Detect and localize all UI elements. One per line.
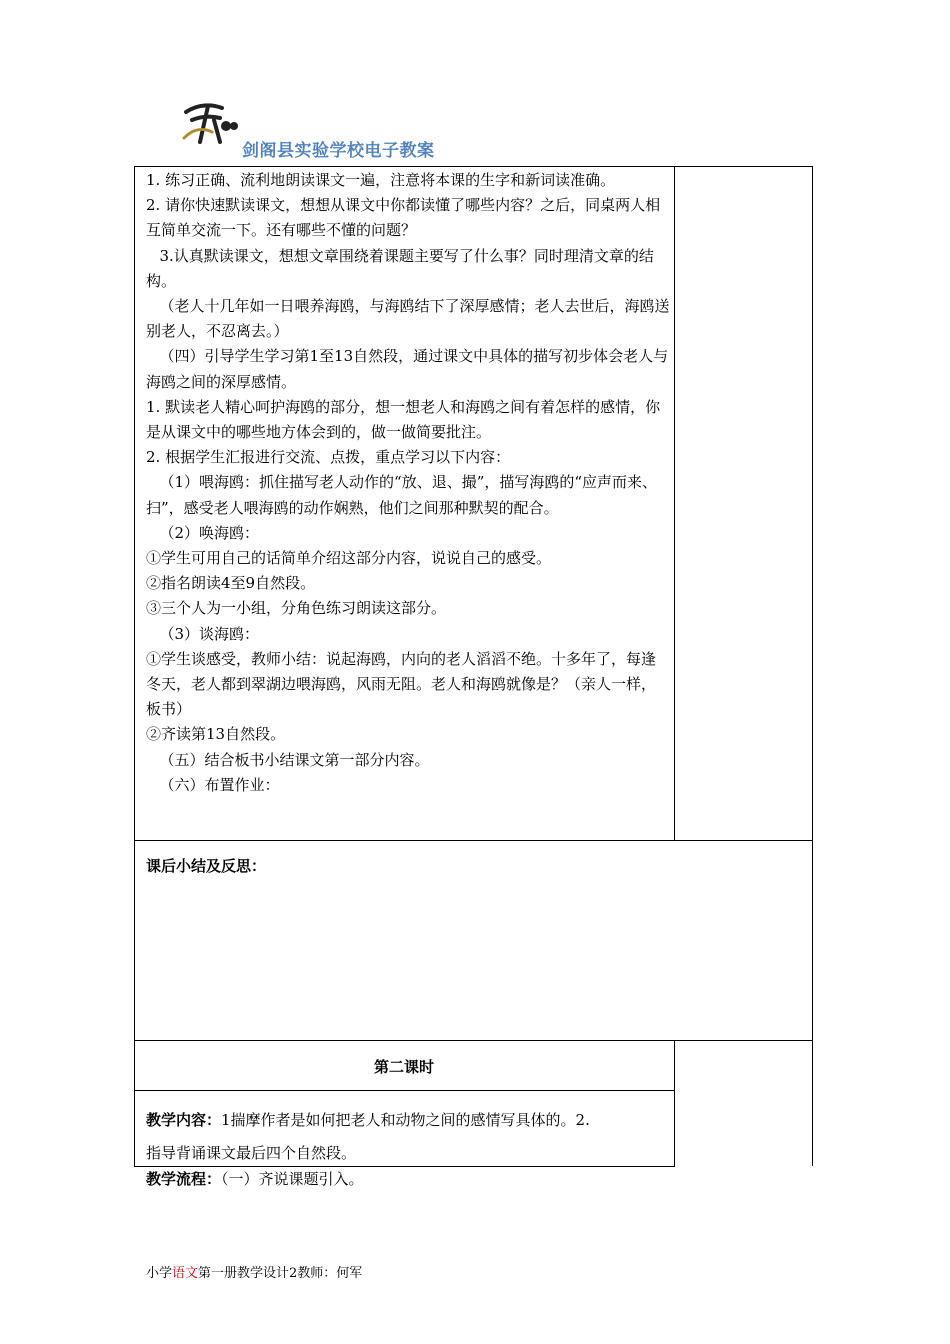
table-row-divider — [134, 1090, 675, 1091]
summary-label: 课后小结及反思： — [146, 857, 267, 875]
teaching-content-text: 1揣摩作者是如何把老人和动物之间的感情写具体的。2. — [221, 1111, 590, 1129]
table-column-divider — [674, 166, 675, 840]
footer-text: 小学 — [146, 1266, 173, 1281]
lesson-paragraph: （老人十几年如一日喂养海鸥，与海鸥结下了深厚感情；老人去世后，海鸥送别老人，不忍离去。） — [146, 297, 670, 341]
lesson-paragraph: ②指名朗读4至9自然段。 — [146, 574, 316, 593]
page-footer — [146, 1262, 362, 1281]
lesson-paragraph: （五）结合板书小结课文第一部分内容。 — [159, 750, 430, 769]
footer-subject: 语文 — [172, 1266, 199, 1281]
lesson-paragraph: ②齐读第13自然段。 — [146, 725, 286, 744]
table-border-left — [134, 166, 135, 1166]
table-row-divider — [134, 840, 813, 841]
lesson-paragraph: （1）喂海鸥：抓住描写老人动作的“放、退、撮”，描写海鸥的“应声而来、扫”，感受老人喂海鸥的动作娴熟，他们之间那种默契的配合。 — [146, 473, 658, 517]
lesson-paragraph: （四）引导学生学习第1至13自然段，通过课文中具体的描写初步体会老人与海鸥之间的深厚感情。 — [146, 347, 669, 391]
lesson-paragraph: 1. 练习正确、流利地朗读课文一遍，注意将本课的生字和新词读准确。 — [146, 171, 616, 189]
lesson-paragraph: 2. 根据学生汇报进行交流、点拨，重点学习以下内容： — [146, 448, 511, 467]
lesson-paragraph: ③三个人为一小组，分角色练习朗读这部分。 — [146, 599, 447, 618]
teaching-flow-label: 教学流程： — [146, 1170, 222, 1188]
teaching-content-label: 教学内容： — [146, 1111, 222, 1129]
lesson-paragraph: 2. 请你快速默读课文，想想从课文中你都读懂了哪些内容？之后，同桌两人相互简单交流一下。还有哪些不懂的问题？ — [146, 196, 661, 240]
lesson-paragraph: （六）布置作业： — [159, 775, 280, 794]
footer-text-rest: 第一册教学设计2教师：何军 — [198, 1266, 363, 1281]
lesson-paragraph: 1. 默读老人精心呵护海鸥的部分，想一想老人和海鸥之间有着怎样的感情，你是从课文中的哪些地方体会到的，做一做简要批注。 — [146, 397, 661, 442]
lesson-paragraph: 3.认真默读课文，想想文章围绕着课题主要写了什么事？同时理清文章的结构。 — [146, 246, 654, 290]
lesson-paragraph: ①学生可用自己的话简单介绍这部分内容，说说自己的感受。 — [146, 549, 552, 568]
teaching-flow-text: （一）齐说课题引入。 — [221, 1170, 364, 1188]
table-border-right — [812, 166, 813, 1166]
second-lesson-title: 第二课时 — [373, 1058, 434, 1076]
lesson-paragraph: （2）唤海鸥： — [159, 523, 260, 542]
lesson-paragraph: （3）谈海鸥： — [159, 624, 260, 643]
teaching-content-line2: 指导背诵课文最后四个自然段。 — [146, 1144, 357, 1162]
lesson-body-text — [146, 168, 670, 838]
table-row-divider — [134, 1040, 813, 1041]
lesson-paragraph: ①学生谈感受，教师小结：说起海鸥，内向的老人滔滔不绝。十多年了，每逢冬天，老人都到翠湖边喂海鸥，风雨无阻。老人和海鸥就像是？（亲人一样，板书） — [146, 649, 657, 719]
table-border-top — [134, 166, 813, 167]
teaching-content — [146, 1104, 668, 1170]
school-logo-icon — [178, 98, 240, 148]
teaching-flow — [146, 1168, 364, 1189]
school-header-title: 剑阁县实验学校电子教案 — [242, 141, 435, 161]
table-column-divider — [674, 1040, 675, 1166]
